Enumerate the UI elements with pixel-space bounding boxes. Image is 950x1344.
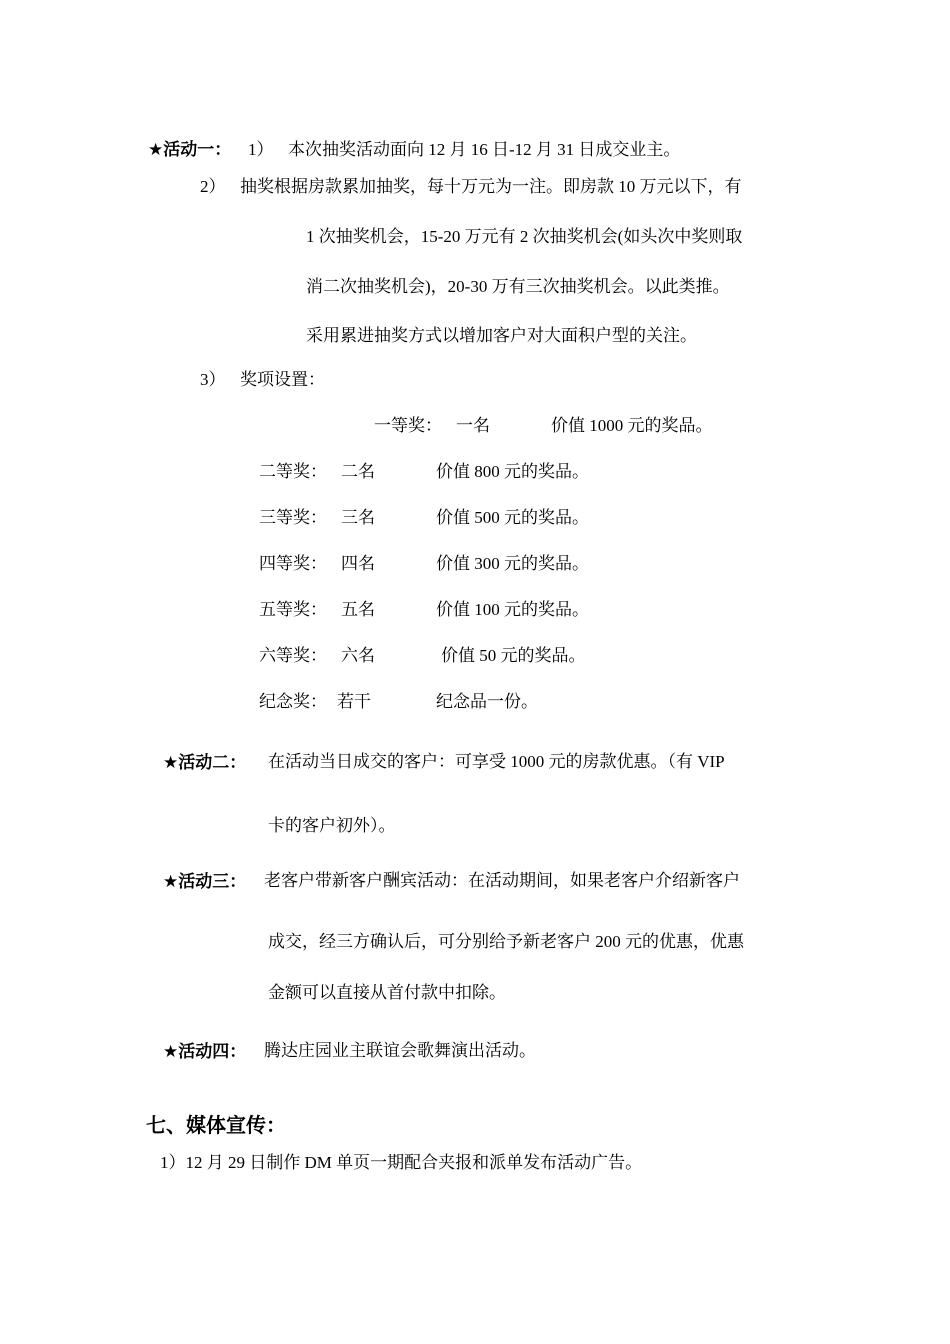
prize-value: 价值 1000 元的奖品。 [551, 416, 713, 435]
activity1-item2-line4: 采用累进抽奖方式以增加客户对大面积户型的关注。 [306, 326, 697, 345]
activity2-label: ★活动二： [163, 753, 247, 772]
activity1-item2-number: 2） [200, 177, 226, 196]
prize-level: 纪念奖： [259, 692, 327, 711]
prize-value: 价值 800 元的奖品。 [436, 462, 589, 481]
activity3-label: ★活动三： [163, 872, 247, 891]
activity1-item1-number: 1） [248, 140, 274, 159]
activity1-label: ★活动一： [148, 140, 232, 159]
prize-value: 价值 500 元的奖品。 [436, 508, 589, 527]
prize-value: 价值 300 元的奖品。 [436, 554, 589, 573]
activity1-item1-text: 本次抽奖活动面向 12 月 16 日-12 月 31 日成交业主。 [288, 140, 681, 159]
prize-level: 六等奖： [259, 646, 327, 665]
prize-count: 一名 [456, 416, 490, 435]
prize-level: 五等奖： [259, 600, 327, 619]
prize-count: 五名 [341, 600, 375, 619]
prize-level: 三等奖： [259, 508, 327, 527]
prize-level: 四等奖： [259, 554, 327, 573]
prize-count: 二名 [341, 462, 375, 481]
activity3-line1: 老客户带新客户酬宾活动：在活动期间，如果老客户介绍新客户 [264, 871, 740, 890]
prize-level: 二等奖： [259, 462, 327, 481]
activity1-item2-line1: 抽奖根据房款累加抽奖，每十万元为一注。即房款 10 万元以下，有 [240, 177, 742, 196]
prize-value: 价值 100 元的奖品。 [436, 600, 589, 619]
activity2-line1: 在活动当日成交的客户：可享受 1000 元的房款优惠。（有 VIP [268, 752, 725, 771]
activity1-item2-line2: 1 次抽奖机会，15-20 万元有 2 次抽奖机会(如头次中奖则取 [306, 227, 743, 246]
section7-item1: 1）12 月 29 日制作 DM 单页一期配合夹报和派单发布活动广告。 [160, 1153, 643, 1172]
activity1-item3-text: 奖项设置： [240, 370, 325, 389]
activity3-line3: 金额可以直接从首付款中扣除。 [268, 983, 506, 1002]
prize-count: 若干 [337, 692, 371, 711]
activity4-label: ★活动四： [163, 1042, 247, 1061]
activity4-text: 腾达庄园业主联谊会歌舞演出活动。 [264, 1041, 536, 1060]
activity2-line2: 卡的客户初外）。 [268, 816, 396, 835]
prize-value: 价值 50 元的奖品。 [441, 646, 586, 665]
activity3-line2: 成交，经三方确认后，可分别给予新老客户 200 元的优惠，优惠 [268, 932, 744, 951]
prize-count: 六名 [341, 646, 375, 665]
prize-count: 三名 [341, 508, 375, 527]
activity1-item3-number: 3） [200, 370, 226, 389]
section7-heading: 七、媒体宣传： [146, 1115, 286, 1137]
activity1-item2-line3: 消二次抽奖机会)，20-30 万有三次抽奖机会。以此类推。 [306, 277, 730, 296]
prize-count: 四名 [341, 554, 375, 573]
prize-value: 纪念品一份。 [436, 692, 538, 711]
prize-level: 一等奖： [374, 416, 442, 435]
